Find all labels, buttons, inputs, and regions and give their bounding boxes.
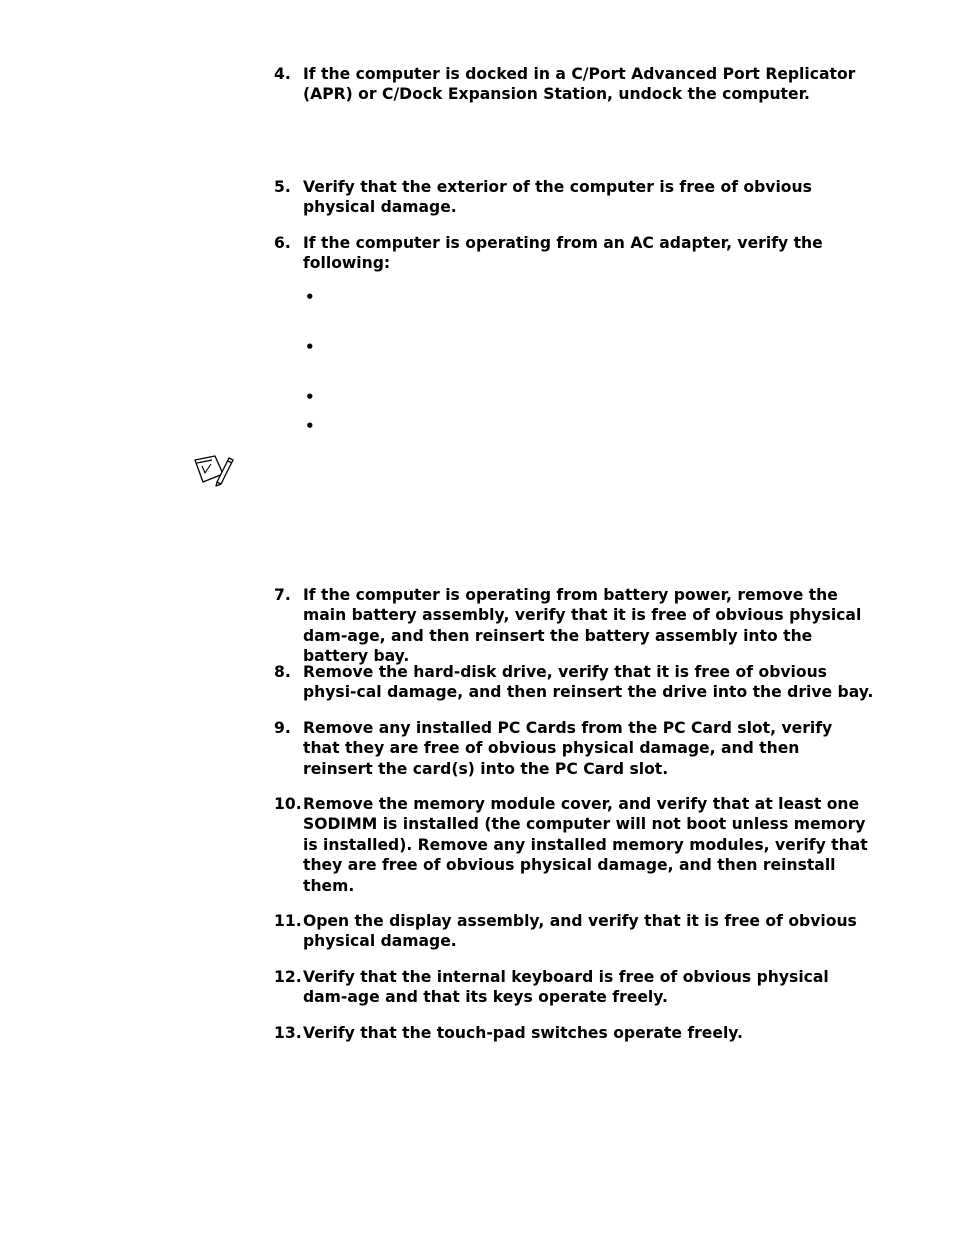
bullet-marker: • bbox=[305, 417, 315, 435]
step-number: 12. bbox=[274, 968, 302, 986]
step-12 bbox=[274, 967, 874, 1008]
bullet-marker: • bbox=[305, 338, 315, 356]
step-8 bbox=[274, 662, 874, 703]
step-number: 9. bbox=[274, 719, 291, 737]
step-text: Verify that the touch-pad switches operate freely. bbox=[303, 1024, 743, 1042]
step-6 bbox=[274, 233, 874, 274]
step-text: Remove the hard-disk drive, verify that it is free of obvious physi-cal damage, and then reinsert the drive into the drive bay. bbox=[303, 663, 874, 702]
step-7 bbox=[274, 585, 874, 667]
step-number: 7. bbox=[274, 586, 291, 604]
step-text: If the computer is operating from battery power, remove the main battery assembly, verify that it is free of obvious physical dam-age, and then reinsert the battery assembly into the battery bay. bbox=[303, 586, 862, 666]
step-text: Remove the memory module cover, and verify that at least one SODIMM is installed (the computer will not boot unless memory is installed). Remove any installed memory modules, verify that they are free of obvious physical damage, and then reinstall them. bbox=[303, 795, 868, 895]
step-text: Open the display assembly, and verify that it is free of obvious physical damage. bbox=[303, 912, 857, 951]
step-10 bbox=[274, 794, 874, 896]
step-13 bbox=[274, 1023, 874, 1043]
step-text: Remove any installed PC Cards from the PC Card slot, verify that they are free of obvious physical damage, and then reinsert the card(s) into the PC Card slot. bbox=[303, 719, 833, 778]
step-11 bbox=[274, 911, 874, 952]
bullet-marker: • bbox=[305, 388, 315, 406]
step-5 bbox=[274, 177, 874, 218]
step-number: 5. bbox=[274, 178, 291, 196]
step-4 bbox=[274, 64, 874, 105]
step-text: If the computer is operating from an AC adapter, verify the following: bbox=[303, 234, 823, 273]
step-number: 13. bbox=[274, 1024, 302, 1042]
bullet-marker: • bbox=[305, 288, 315, 306]
step-9 bbox=[274, 718, 874, 779]
step-number: 6. bbox=[274, 234, 291, 252]
step-number: 10. bbox=[274, 795, 302, 813]
step-text: Verify that the internal keyboard is free of obvious physical dam-age and that its keys operate freely. bbox=[303, 968, 829, 1007]
step-number: 4. bbox=[274, 65, 291, 83]
step-number: 8. bbox=[274, 663, 291, 681]
step-text: Verify that the exterior of the computer is free of obvious physical damage. bbox=[303, 178, 812, 217]
step-number: 11. bbox=[274, 912, 302, 930]
note-pencil-icon bbox=[193, 452, 235, 488]
step-text: If the computer is docked in a C/Port Advanced Port Replicator (APR) or C/Dock Expansion Station, undock the computer. bbox=[303, 65, 856, 104]
